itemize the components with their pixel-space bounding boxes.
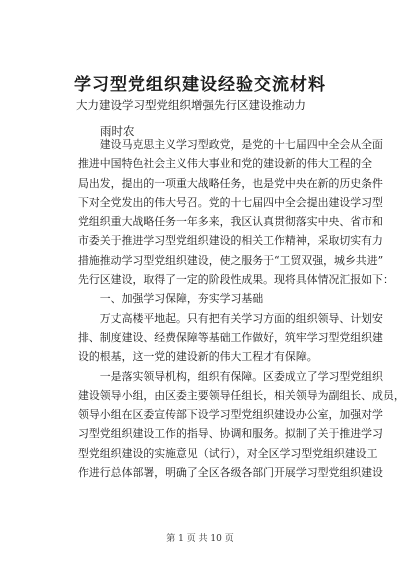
document-author: 雨时农 [100,124,135,138]
body-line: 一是落实领导机构，组织有保障。区委成立了学习型党组织 [78,369,383,383]
document-title: 学习型党组织建设经验交流材料 [74,75,326,95]
body-line: 习型党组织建设工作的指导、协调和服务。拟制了关于推进学习 [78,427,383,441]
document-subtitle: 大力建设学习型党组织增强先行区建设推动力 [76,98,306,112]
body-line: 措施推动学习型党组织建设，使之服务于“工贸双强，城乡共进” [78,253,384,267]
body-line: 推进中国特色社会主义伟大事业和党的建设新的伟大工程的全 [78,157,373,171]
body-line: 设的根基，这一党的建设新的伟大工程才有保障。 [78,350,318,364]
document-body [78,135,405,482]
body-line: 局出发，提出的一项重大战略任务，也是党中央在新的历史条件 [78,176,383,190]
body-line: 型党组织建设的实施意见（试行），对全区学习型党组织建设工 [78,446,378,460]
body-line: 下对全党发出的伟大号召。党的十七届四中全会提出建设学习型 [78,195,383,209]
body-line: 建设领导小组，由区委主要领导任组长，相关领导为副组长、成员， [78,388,405,402]
body-line: 建设马克思主义学习型政党，是党的十七届四中全会从全面 [78,138,383,151]
body-line: 作进行总体部署，明确了全区各级各部门开展学习型党组织建设 [78,466,383,480]
section-heading: 一、加强学习保障，夯实学习基础 [78,292,264,306]
body-line: 排、制度建设、经费保障等基础工作做好，筑牢学习型党组织建 [78,330,383,344]
page-number-footer: 第 1 页 共 10 页 [166,534,234,544]
body-line: 领导小组在区委宣传部下设学习型党组织建设办公室，加强对学 [78,408,383,422]
body-line: 党组织重大战略任务一年多来，我区认真贯彻落实中央、省市和 [78,215,383,229]
body-line: 万丈高楼平地起。只有把有关学习方面的组织领导、计划安 [78,311,383,325]
body-line: 先行区建设，取得了一定的阶段性成果。现将具体情况汇报如下： [78,273,394,287]
body-line: 市委关于推进学习型党组织建设的相关工作精神，采取切实有力 [78,234,383,248]
